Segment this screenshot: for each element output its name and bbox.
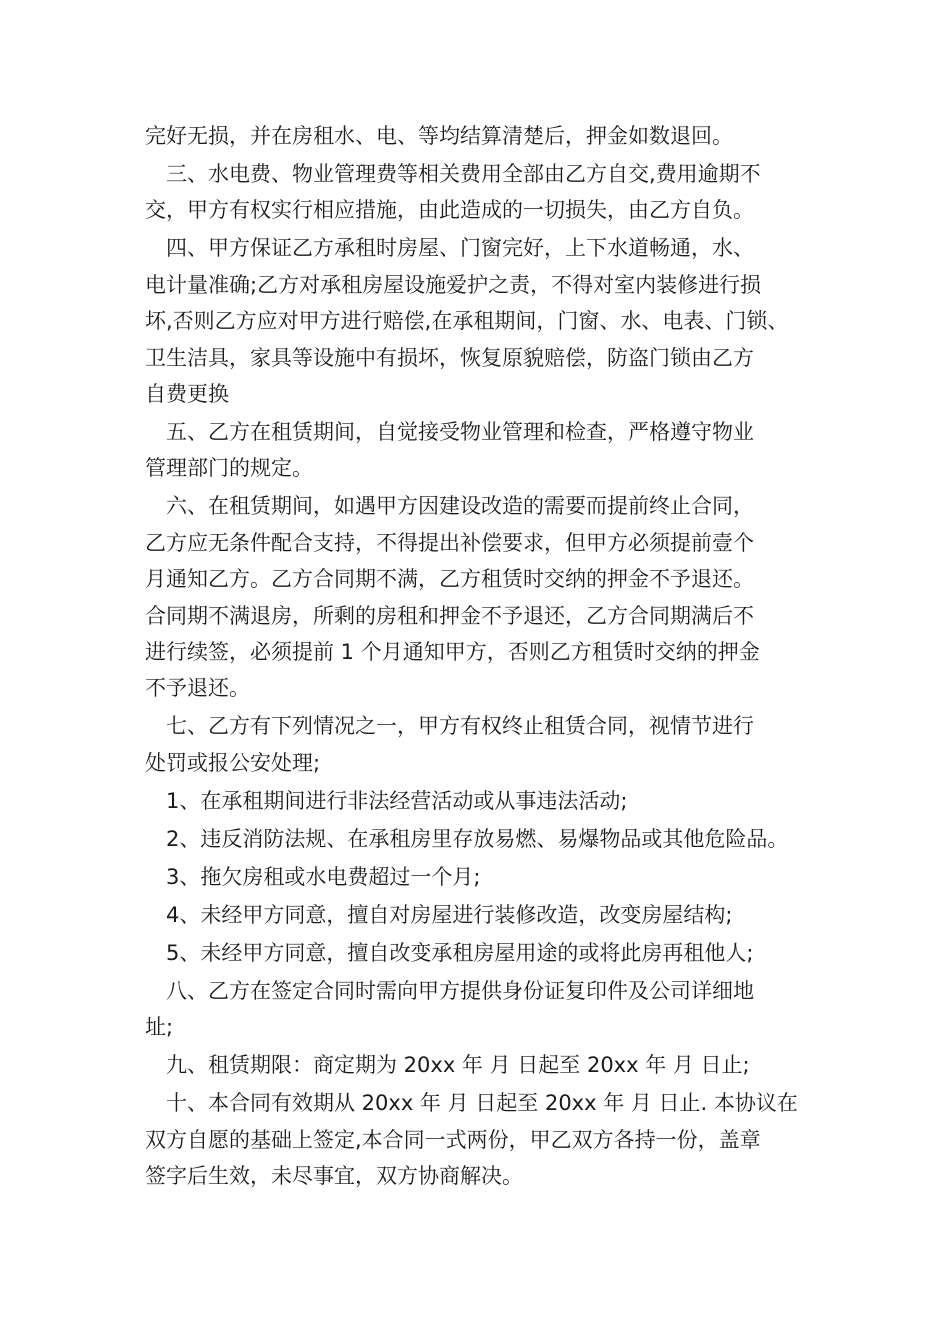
text-line: 电计量准确;乙方对承租房屋设施爱护之责，不得对室内装修进行损 [145, 272, 762, 297]
text-line: 坏,否则乙方应对甲方进行赔偿,在承租期间，门窗、水、电表、门锁、 [145, 309, 789, 334]
clause-5-line: 五、乙方在租赁期间，自觉接受物业管理和检查，严格遵守物业 [166, 420, 754, 445]
text-line: 卫生洁具，家具等设施中有损坏，恢复原貌赔偿，防盗门锁由乙方 [145, 345, 754, 370]
clause-7-line: 七、乙方有下列情况之一，甲方有权终止租赁合同，视情节进行 [166, 714, 754, 739]
document-body [145, 118, 817, 1195]
list-item-2: 2、违反消防法规、在承租房里存放易燃、易爆物品或其他危险品。 [166, 826, 789, 851]
text-line: 签字后生效，未尽事宜，双方协商解决。 [145, 1164, 523, 1189]
text-line: 双方自愿的基础上签定,本合同一式两份，甲乙双方各持一份，盖章 [145, 1127, 761, 1152]
text-line: 乙方应无条件配合支持，不得提出补偿要求，但甲方必须提前壹个 [145, 530, 754, 555]
list-item-1: 1、在承租期间进行非法经营活动或从事违法活动; [166, 788, 628, 813]
list-item-5: 5、未经甲方同意，擅自改变承租房屋用途的或将此房再租他人; [166, 940, 754, 965]
text-line: 月通知乙方。乙方合同期不满，乙方租赁时交纳的押金不予退还。 [145, 567, 754, 592]
clause-8-line: 八、乙方在签定合同时需向甲方提供身份证复印件及公司详细地 [166, 978, 754, 1003]
text-line: 处罚或报公安处理; [145, 750, 321, 775]
clause-4-line: 四、甲方保证乙方承租时房屋、门窗完好，上下水道畅通，水、 [166, 236, 754, 261]
text-line: 进行续签，必须提前 1 个月通知甲方，否则乙方租赁时交纳的押金 [145, 640, 760, 665]
list-item-3: 3、拖欠房租或水电费超过一个月; [166, 864, 481, 889]
list-item-4: 4、未经甲方同意，擅自对房屋进行装修改造，改变房屋结构; [166, 902, 733, 927]
text-line: 不予退还。 [145, 676, 250, 701]
clause-3-line: 三、水电费、物业管理费等相关费用全部由乙方自交,费用逾期不 [166, 162, 761, 186]
clause-10-line: 十、本合同有效期从 20xx 年 月 日起至 20xx 年 月 日止. 本协议在 [166, 1091, 798, 1116]
text-line: 自费更换 [145, 382, 229, 407]
clause-6-line: 六、在租赁期间，如遇甲方因建设改造的需要而提前终止合同， [166, 494, 754, 519]
text-line: 完好无损，并在房租水、电、等均结算清楚后，押金如数退回。 [145, 124, 733, 148]
text-line: 管理部门的规定。 [145, 456, 313, 481]
clause-9-line: 九、租赁期限：商定期为 20xx 年 月 日起至 20xx 年 月 日止; [166, 1053, 750, 1078]
text-line: 合同期不满退房，所剩的房租和押金不予退还，乙方合同期满后不 [145, 603, 754, 628]
text-line: 址; [145, 1015, 174, 1040]
text-line: 交，甲方有权实行相应措施，由此造成的一切损失，由乙方自负。 [145, 198, 754, 223]
